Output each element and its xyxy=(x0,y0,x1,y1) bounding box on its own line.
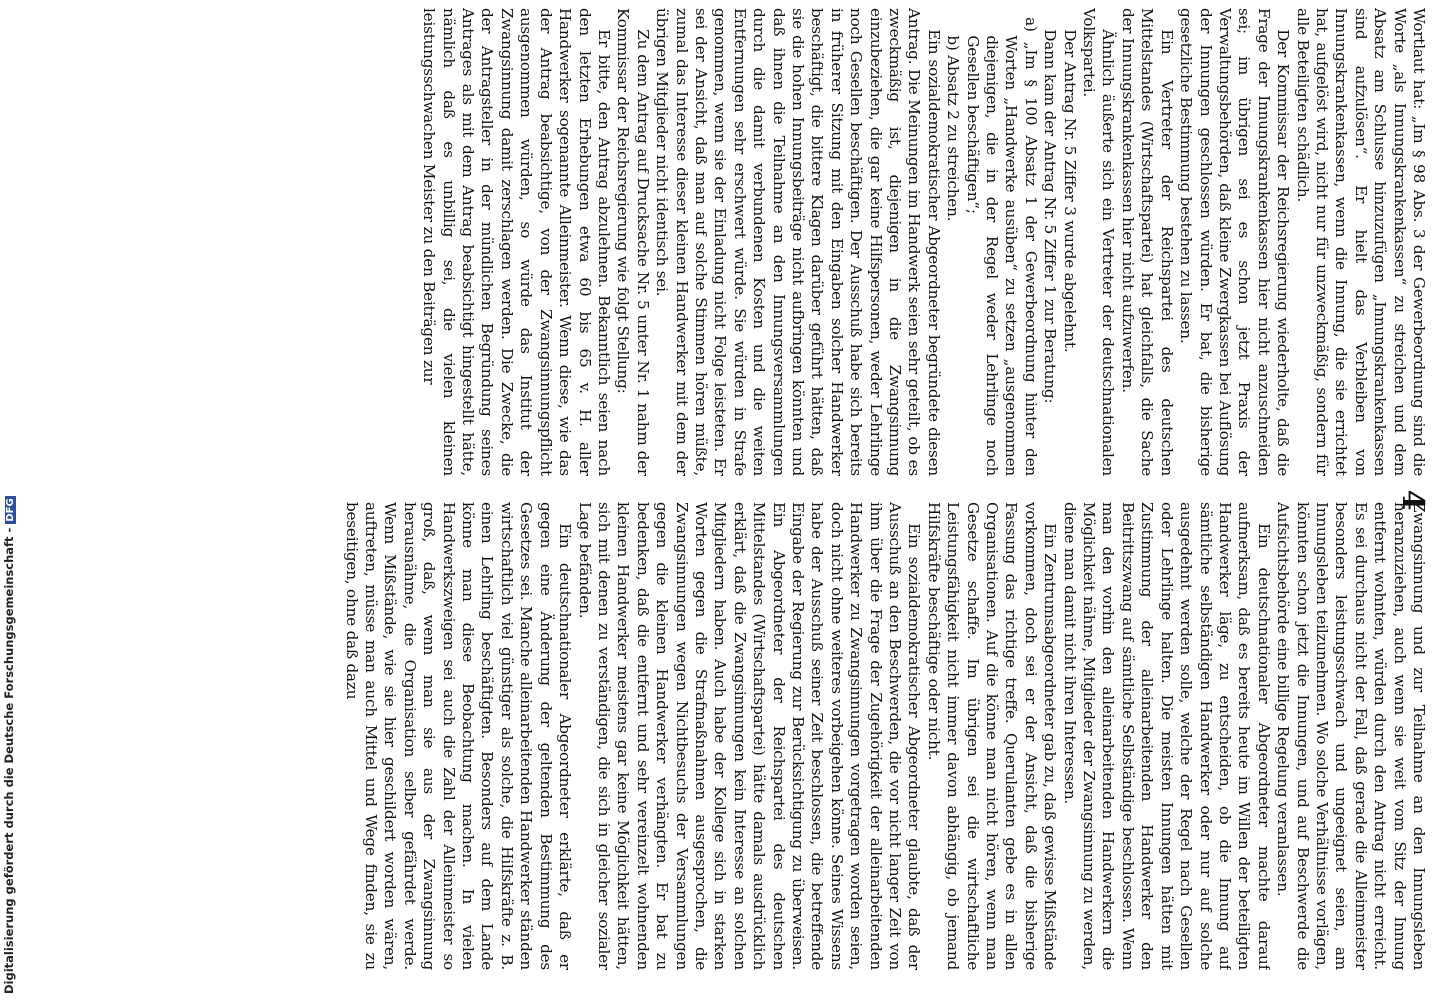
paragraph: Ähnlich äußerte sich ein Vertreter der deutschnationalen Volkspartei. xyxy=(1080,8,1118,476)
text-columns xyxy=(40,8,1428,970)
paragraph: b) Absatz 2 zu streichen. xyxy=(944,35,963,222)
paragraph: Ein Vertreter der Reichspartei des deutschen Mittelstandes (Wirtschaftspartei) hat gleichfalls, die Sache der Innungskrankenkassen hier nicht aufzuwerfen. xyxy=(1118,8,1176,476)
paragraph: Ein Zentrumsabgeordneter gab zu, daß gewisse Mißstände vorkommen, doch sei er der Ansicht, daß die bisherige Fassung das richtige treffe. Querulanten gebe es in allen Organisationen. Auf die könne man nicht hören, wenn man Gesetze schaffe. Im übrigen sei die wirtschaftliche Leistungsfähigkeit nicht immer davon abhängig, ob jemand Hilfskräfte beschäftige oder nicht. xyxy=(924,502,1060,970)
paragraph: Dann kam der Antrag Nr. 5 Ziffer 1 zur Beratung: xyxy=(1041,29,1060,404)
paragraph: Ein deutschnationaler Abgeordneter machte darauf aufmerksam, daß es bereits heute im Willen der beteiligten Handwerker läge, zu entscheiden, ob die Innung auf sämtliche selbständigen Handwerker oder nur auf solche ausgedehnt werden solle, welche der Regel nach Gesellen oder Lehrlinge halten. Die meisten Innungen hätten mit Zustimmung der alleinarbeitenden Handwerker den Beitrittszwang auf sämtliche Selbständige beschlossen. Wenn man den vorhin den alleinarbeitenden Handwerkern die Möglichkeit nähme, Mitglieder der Zwangsinnung zu werden, diene man damit nicht ihren Interessen. xyxy=(1060,502,1273,970)
paragraph: Ein deutschnationaler Abgeordneter erklärte, daß er gegen eine Änderung der geltenden Bestimmung des Gesetzes sei. Manche alleinarbeitenden Handwerker ständen wirtschaftlich viel günstiger als solche, die Hilfskräfte z. B. einen Lehrling beschäftigten. Besonders auf dem Lande könne man diese Beobachtung machen. In vielen Handwerkszweigen sei auch die Zahl der Alleinmeister so groß, daß, wenn man sie aus der Zwangsinnung herausnähme, die Organisation selber gefährdet werde. Wenn Mißstände, wie sie hier geschildert worden wären, auftreten, müsse man auch Mittel und Wege finden, sie zu beseitigen, ohne daß dazu xyxy=(342,502,575,970)
page-number: 4 xyxy=(1395,489,1430,511)
paragraph: Zwangsinnung und zur Teilnahme an den Innungsleben heranzuziehen, auch wenn sie weit vom Sitz der Innung entfernt wohnten, würden durch den Antrag nicht erreicht. Es sei durchaus nicht der Fall, daß gerade die Alleinmeister besonders leistungsschwach und ungeeignet seien, am Innungsleben teilzunehmen. Wo solche Verhältnisse vorlägen, könnten schon jetzt die Innungen, und auf Beschwerde die Aufsichtsbehörde eine billige Regelung veranlassen. xyxy=(1274,502,1428,970)
left-column xyxy=(40,8,1428,476)
paragraph: Ein sozialdemokratischer Abgeordneter begründete diesen Antrag. Die Meinungen im Handwerk seien sehr geteilt, ob es zweckmäßig ist, diejenigen in die Zwangsinnung einzubeziehen, die gar keine Hilfspersonen, weder Lehrlinge noch Gesellen beschäftigen. Der Ausschuß habe sich bereits in früherer Sitzung mit den Eingaben solcher Handwerker beschäftigt, die bittere Klagen darüber geführt hätten, daß sie die hohen Innungsbeiträge nicht aufbringen könnten und daß ihnen die Teilnahme an den Innungsversammlungen durch die damit verbundenen Kosten und die weiten Entfernungen sehr erschwert würde. Sie würden in Strafe genommen, wenn sie der Einladung nicht Folge leisteten. Er sei der Ansicht, daß man auf solche Stimmen hören müßte, zumal das Interesse dieser kleinen Handwerker mit dem der übrigen Mitglieder nicht identisch sei. xyxy=(653,8,943,476)
footer-text: Digitalisierung gefördert durch die Deutsche Forschungsgemeinschaft - xyxy=(2,527,16,994)
paragraph: Ein sozialdemokratischer Abgeordneter glaubte, daß der Ausschuß an den Beschwerden, die vor nicht langer Zeit von ihm über die Frage der Zugehörigkeit der alleinarbeitenden Handwerker zu Zwangsinnungen vorgetragen worden seien, doch nicht ohne weiteres vorbeigehen könne. Seines Wissens habe der Ausschuß seiner Zeit beschlossen, die betreffende Eingabe der Regierung zur Berücksichtigung zu überweisen. Ein Abgeordneter der Reichspartei des deutschen Mittelstandes (Wirtschaftspartei) hätte damals ausdrücklich erklärt, daß die Zwangsinnungen kein Interesse an solchen Mitgliedern haben. Auch habe der Kollege sich in starken Worten gegen die Strafmaßnahmen ausgesprochen, die Zwangsinnungen wegen Nichtbesuchs der Versammlungen gegen die kleinen Handwerker verhängten. Er bat zu bedenken, daß die entfernt und sehr vereinzelt wohnenden kleinen Handwerker meistens gar keine Möglichkeit hätten, sich mit denen zu verständigen, die sich in gleicher sozialer Lage befänden. xyxy=(575,502,924,970)
paragraph: Wortlaut hat: „Im § 98 Abs. 3 der Gewerbeordnung sind die Worte „als Innungskrankenkassen“ zu streichen und dem Absatz am Schlusse hinzuzufügen „Innungskrankenkassen sind aufzulösen“. Er hielt das Verbleiben von Innungskrankenkassen, wenn die Innung, die sie errichtet hat, aufgelöst wird, nicht nur für unzweckmäßig, sondern für alle Beteiligten schädlich. xyxy=(1293,8,1428,476)
dfg-logo: DFG xyxy=(5,498,16,522)
right-column xyxy=(40,502,1428,970)
paragraph: Der Antrag Nr. 5 Ziffer 3 wurde abgelehnt. xyxy=(1060,29,1079,353)
paragraph: Der Kommissar der Reichsregierung wiederholte, daß die Frage der Innungskrankenkassen hier nicht anzuschneiden sei; im übrigen sei es schon jetzt Praxis der Verwaltungsbehörden, daß kleine Zwergkassen bei Auflösung der Innungen geschlossen würden. Er bat, die bisherige gesetzliche Bestimmung bestehen zu lassen. xyxy=(1177,8,1293,476)
footer-credit xyxy=(2,496,16,994)
paragraph: Er bitte, den Antrag abzulehnen. Bekanntlich seien nach den letzten Erhebungen etwa 60 bis 65 v. H. aller Handwerker sogenannte Alleinmeister. Wenn diese, wie das der Antrag beabsichtige, von der Zwangsinnungspflicht ausgenommen würden, so würde das Institut der Zwangsinnung damit zerschlagen werden. Die Zwecke, die der Antragsteller in der mündlichen Begründung seines Antrages als mit dem Antrag beabsichtigt hingestellt hätte, nämlich daß es unbillig sei, die vielen kleinen leistungsschwachen Meister zu den Beiträgen zur xyxy=(420,8,613,476)
paragraph: Zu dem Antrag auf Drucksache Nr. 5 unter Nr. 1 nahm der Kommissar der Reichsregierung wie folgt Stellung: xyxy=(614,8,652,476)
digitization-footer xyxy=(0,0,24,1000)
paragraph: a) „Im § 100 Absatz 1 der Gewerbeordnung hinter den Worten „Handwerke ausüben“ zu setzen „ausgenommen diejenigen, die in der Regel weder Lehrlinge noch Gesellen beschäftigen“; xyxy=(963,17,1040,476)
